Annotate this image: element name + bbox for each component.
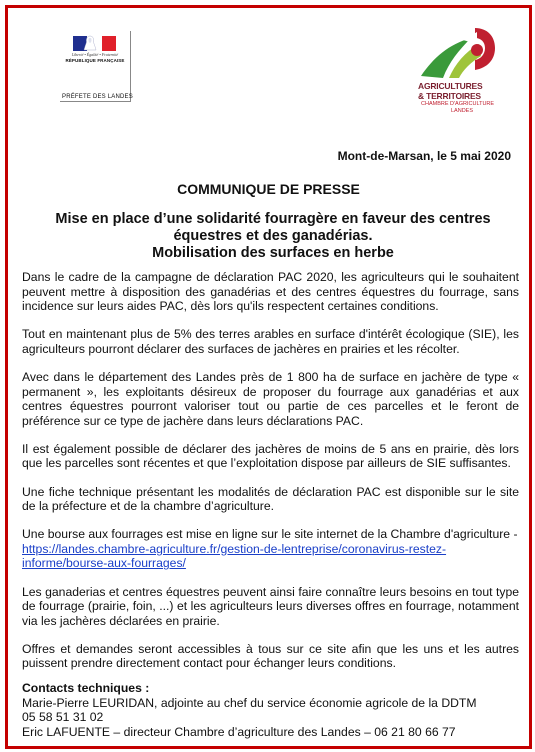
paragraph-bourse — [22, 527, 519, 571]
bourse-text: Une bourse aux fourrages est mise en ligne sur le site internet de la Chambre d'agriculture - — [22, 527, 518, 542]
chambre-agriculture-logo-icon — [419, 26, 504, 81]
marianne-icon — [83, 35, 97, 51]
title-line3: Mobilisation des surfaces en herbe — [152, 245, 394, 261]
dateline: Mont-de-Marsan, le 5 mai 2020 — [337, 149, 511, 163]
title-line2: équestres et des ganadérias. — [173, 228, 373, 244]
chamber-logo-line3: CHAMBRE D'AGRICULTURE — [421, 101, 495, 107]
document-body — [22, 270, 519, 684]
prefecture-logo — [60, 31, 131, 102]
document-title — [28, 211, 518, 262]
paragraph-4: Il est également possible de déclarer des jachères de moins de 5 ans en prairie, dès lors que les parcelles sont récentes et que l’exploitation dispose par ailleurs de SIE suffisantes. — [22, 441, 519, 471]
chamber-logo-line2: & TERRITOIRES — [418, 91, 481, 101]
paragraph-1: Dans le cadre de la campagne de déclaration PAC 2020, les agriculteurs qui le souhaitent peuvent mettre à disposition des ganadérias et des centres équestres du fourrage, sans incidence sur leurs aides PAC, dès lors qu'ils respectent certaines conditions. — [22, 270, 519, 314]
paragraph-7: Offres et demandes seront accessibles à tous sur ce site afin que les uns et les autres puissent prendre directement contact pour échanger leurs conditions. — [22, 641, 519, 671]
contact-line1: Marie-Pierre LEURIDAN, adjointe au chef du service économie agricole de la DDTM — [22, 695, 477, 710]
contacts-block — [22, 681, 477, 739]
paragraph-3: Avec dans le département des Landes près de 1 800 ha de surface en jachère de type « permanent », les exploitants désireux de proposer du fourrage aux ganadérias et aux centres équestres pourront valoriser tout ou partie de ces parcelles et le feront de préférence sur ce type de jachère dans leurs déclarations PAC. — [22, 369, 519, 428]
press-release-heading: COMMUNIQUE DE PRESSE — [177, 181, 360, 197]
contact-line3: Eric LAFUENTE – directeur Chambre d’agriculture des Landes – 06 21 80 66 77 — [22, 724, 456, 739]
chamber-logo-line4: LANDES — [451, 108, 474, 114]
title-line1: Mise en place d’une solidarité fourragère en faveur des centres — [55, 211, 491, 227]
paragraph-5: Une fiche technique présentant les modalités de déclaration PAC est disponible sur le site de la préfecture et de la chambre d’agriculture. — [22, 484, 519, 514]
contacts-label: Contacts techniques : — [22, 681, 150, 695]
paragraph-6: Les ganaderias et centres équestres peuvent ainsi faire connaître leurs besoins en tout type de fourrage (prairie, foin, ...) et les agriculteurs leurs diverses offres en fourrage, notamment via les jachères déclarées en prairie. — [22, 584, 519, 628]
contact-phone: 05 58 51 31 02 — [22, 710, 104, 725]
prefecture-name: PRÉFETE DES LANDES — [62, 94, 133, 100]
paragraph-2: Tout en maintenant plus de 5% des terres arables en surface d'intérêt écologique (SIE), les agriculteurs pourront déclarer des surfaces de jachères en prairies et les récolter. — [22, 327, 519, 356]
page-border — [5, 5, 532, 749]
bourse-link[interactable]: https://landes.chambre-agriculture.fr/gestion-de-lentreprise/coronavirus-restez-informe/bourse-aux-fourrages/ — [22, 541, 447, 571]
republique-francaise-label: RÉPUBLIQUE FRANÇAISE — [65, 58, 125, 63]
chamber-logo-line1: AGRICULTURES — [418, 81, 483, 91]
prefecture-devise: Liberté • Égalité • Fraternité — [71, 52, 119, 57]
document-page — [8, 8, 529, 746]
